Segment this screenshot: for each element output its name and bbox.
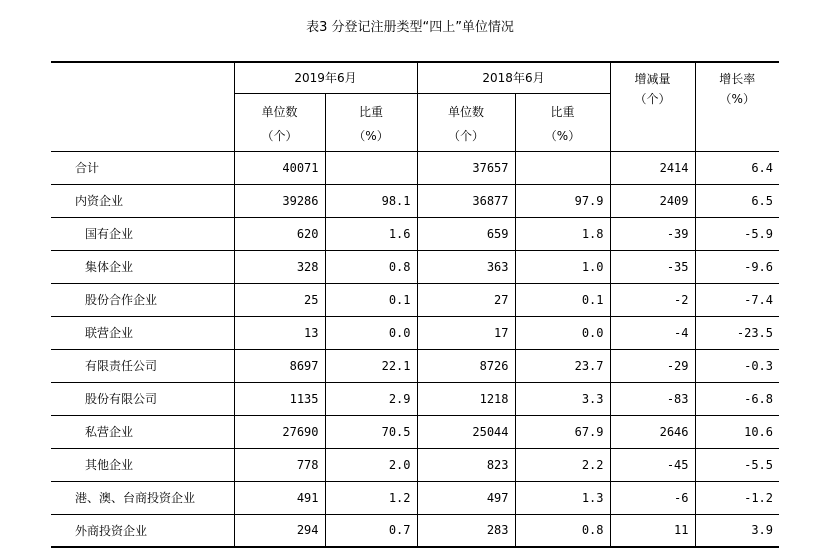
cell-count-2019: 27690 xyxy=(234,415,325,448)
row-name: 内资企业 xyxy=(51,184,234,217)
row-name: 私营企业 xyxy=(51,415,234,448)
table-row xyxy=(51,250,779,283)
header-2018: 2018年6月 xyxy=(417,62,610,93)
cell-count-2018: 823 xyxy=(417,448,515,481)
cell-growth: -5.9 xyxy=(695,217,779,250)
row-name: 港、澳、台商投资企业 xyxy=(51,481,234,514)
cell-share-2019: 1.6 xyxy=(325,217,417,250)
cell-change: -83 xyxy=(610,382,695,415)
header-2018-share xyxy=(515,93,610,151)
table-row xyxy=(51,349,779,382)
cell-share-2018: 1.0 xyxy=(515,250,610,283)
cell-count-2018: 25044 xyxy=(417,415,515,448)
header-change xyxy=(610,62,695,151)
cell-count-2018: 283 xyxy=(417,514,515,547)
row-name: 其他企业 xyxy=(51,448,234,481)
header-2019-share-label: 比重 xyxy=(358,104,383,119)
cell-change: -2 xyxy=(610,283,695,316)
row-name: 外商投资企业 xyxy=(51,514,234,547)
cell-share-2018 xyxy=(515,151,610,184)
header-2019-share-unit: （%） xyxy=(353,128,389,143)
cell-share-2019: 2.9 xyxy=(325,382,417,415)
header-2019: 2019年6月 xyxy=(234,62,417,93)
cell-count-2018: 1218 xyxy=(417,382,515,415)
registration-type-table xyxy=(51,61,779,548)
cell-count-2018: 27 xyxy=(417,283,515,316)
table-row xyxy=(51,382,779,415)
cell-share-2018: 97.9 xyxy=(515,184,610,217)
cell-change: -6 xyxy=(610,481,695,514)
cell-share-2019: 0.0 xyxy=(325,316,417,349)
table-row xyxy=(51,283,779,316)
cell-share-2019: 98.1 xyxy=(325,184,417,217)
header-2018-count xyxy=(417,93,515,151)
header-2019-count-label: 单位数 xyxy=(261,104,298,119)
cell-growth: 6.4 xyxy=(695,151,779,184)
cell-change: 11 xyxy=(610,514,695,547)
cell-change: -4 xyxy=(610,316,695,349)
cell-share-2019: 0.7 xyxy=(325,514,417,547)
cell-change: 2646 xyxy=(610,415,695,448)
table-row xyxy=(51,151,779,184)
table-row xyxy=(51,514,779,547)
cell-share-2019: 70.5 xyxy=(325,415,417,448)
row-name: 股份有限公司 xyxy=(51,382,234,415)
table-row xyxy=(51,217,779,250)
cell-share-2019: 1.2 xyxy=(325,481,417,514)
row-name: 有限责任公司 xyxy=(51,349,234,382)
cell-growth: -9.6 xyxy=(695,250,779,283)
cell-count-2018: 497 xyxy=(417,481,515,514)
cell-share-2019 xyxy=(325,151,417,184)
cell-count-2019: 620 xyxy=(234,217,325,250)
cell-change: -35 xyxy=(610,250,695,283)
header-growth-label: 增长率 xyxy=(719,72,756,86)
cell-change: 2414 xyxy=(610,151,695,184)
header-change-unit: （个） xyxy=(634,92,671,106)
header-growth xyxy=(695,62,779,151)
cell-change: 2409 xyxy=(610,184,695,217)
cell-growth: -5.5 xyxy=(695,448,779,481)
row-name: 联营企业 xyxy=(51,316,234,349)
header-growth-unit: （%） xyxy=(719,92,755,106)
header-corner xyxy=(51,62,234,93)
cell-count-2018: 36877 xyxy=(417,184,515,217)
cell-growth: 10.6 xyxy=(695,415,779,448)
cell-count-2019: 491 xyxy=(234,481,325,514)
cell-share-2018: 67.9 xyxy=(515,415,610,448)
cell-count-2019: 328 xyxy=(234,250,325,283)
cell-growth: 6.5 xyxy=(695,184,779,217)
cell-share-2018: 1.8 xyxy=(515,217,610,250)
cell-growth: -7.4 xyxy=(695,283,779,316)
cell-share-2019: 2.0 xyxy=(325,448,417,481)
header-corner-bottom xyxy=(51,93,234,151)
cell-share-2018: 23.7 xyxy=(515,349,610,382)
header-2019-count xyxy=(234,93,325,151)
table-row xyxy=(51,184,779,217)
cell-count-2019: 294 xyxy=(234,514,325,547)
table-title: 表3 分登记注册类型“四上”单位情况 xyxy=(306,20,514,35)
cell-share-2018: 0.1 xyxy=(515,283,610,316)
cell-count-2018: 659 xyxy=(417,217,515,250)
cell-change: -39 xyxy=(610,217,695,250)
table-row xyxy=(51,448,779,481)
cell-growth: -6.8 xyxy=(695,382,779,415)
cell-count-2019: 40071 xyxy=(234,151,325,184)
cell-share-2019: 0.1 xyxy=(325,283,417,316)
cell-share-2018: 0.0 xyxy=(515,316,610,349)
row-name: 国有企业 xyxy=(51,217,234,250)
header-2019-share xyxy=(325,93,417,151)
cell-share-2018: 1.3 xyxy=(515,481,610,514)
cell-share-2018: 2.2 xyxy=(515,448,610,481)
cell-growth: -23.5 xyxy=(695,316,779,349)
cell-change: -45 xyxy=(610,448,695,481)
cell-count-2018: 363 xyxy=(417,250,515,283)
table-row xyxy=(51,481,779,514)
row-name: 股份合作企业 xyxy=(51,283,234,316)
header-2018-share-unit: （%） xyxy=(544,128,581,143)
table-body xyxy=(51,151,779,547)
cell-change: -29 xyxy=(610,349,695,382)
cell-growth: 3.9 xyxy=(695,514,779,547)
cell-count-2018: 17 xyxy=(417,316,515,349)
cell-count-2019: 25 xyxy=(234,283,325,316)
cell-count-2019: 778 xyxy=(234,448,325,481)
cell-count-2019: 13 xyxy=(234,316,325,349)
cell-growth: -0.3 xyxy=(695,349,779,382)
cell-count-2019: 39286 xyxy=(234,184,325,217)
cell-count-2019: 1135 xyxy=(234,382,325,415)
cell-growth: -1.2 xyxy=(695,481,779,514)
cell-count-2018: 37657 xyxy=(417,151,515,184)
cell-share-2018: 0.8 xyxy=(515,514,610,547)
header-2018-count-label: 单位数 xyxy=(447,104,484,119)
row-name: 合计 xyxy=(51,151,234,184)
cell-share-2019: 0.8 xyxy=(325,250,417,283)
header-2018-share-label: 比重 xyxy=(550,104,575,119)
header-2018-count-unit: （个） xyxy=(447,128,484,143)
table-row xyxy=(51,316,779,349)
row-name: 集体企业 xyxy=(51,250,234,283)
cell-share-2019: 22.1 xyxy=(325,349,417,382)
cell-share-2018: 3.3 xyxy=(515,382,610,415)
header-2019-count-unit: （个） xyxy=(261,128,298,143)
header-change-label: 增减量 xyxy=(634,72,671,86)
cell-count-2019: 8697 xyxy=(234,349,325,382)
cell-count-2018: 8726 xyxy=(417,349,515,382)
table-row xyxy=(51,415,779,448)
